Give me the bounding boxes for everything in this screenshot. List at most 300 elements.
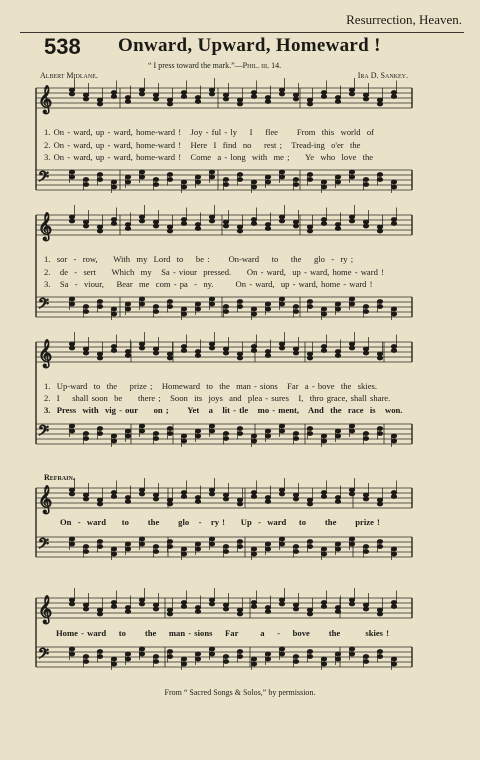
note-head xyxy=(265,547,270,551)
note-head xyxy=(307,178,312,182)
note-head xyxy=(83,305,88,309)
epigraph-text: “ I press toward the mark.”— xyxy=(148,61,243,70)
note-head xyxy=(167,427,172,431)
note-head xyxy=(279,652,284,656)
note-head xyxy=(209,215,214,219)
note-head xyxy=(167,98,172,102)
note-head xyxy=(139,297,144,301)
note-head xyxy=(83,437,88,441)
note-head xyxy=(111,95,116,99)
note-head xyxy=(223,432,228,436)
note-head xyxy=(237,545,242,549)
note-head xyxy=(111,434,116,438)
note-head xyxy=(223,603,228,607)
note-head xyxy=(209,598,214,602)
note-head xyxy=(181,218,186,222)
note-head xyxy=(195,434,200,438)
note-head xyxy=(349,215,354,219)
note-head xyxy=(265,350,270,354)
note-head xyxy=(69,488,74,492)
note-head xyxy=(335,227,340,231)
note-head xyxy=(321,345,326,349)
note-head xyxy=(251,345,256,349)
note-head xyxy=(69,302,74,306)
note-head xyxy=(195,302,200,306)
note-head xyxy=(111,601,116,605)
note-head xyxy=(167,229,172,233)
note-head xyxy=(195,350,200,354)
note-head xyxy=(265,227,270,231)
note-head xyxy=(377,427,382,431)
note-head xyxy=(265,434,270,438)
note-head xyxy=(83,183,88,187)
note-head xyxy=(363,351,368,355)
note-head xyxy=(209,346,214,350)
note-head xyxy=(363,497,368,501)
note-head xyxy=(167,502,172,506)
note-head xyxy=(335,302,340,306)
note-head xyxy=(97,545,102,549)
note-head xyxy=(69,346,74,350)
note-head xyxy=(167,540,172,544)
note-head xyxy=(125,500,130,504)
note-head xyxy=(223,183,228,187)
note-head xyxy=(111,185,116,189)
note-head xyxy=(237,540,242,544)
note-head xyxy=(363,603,368,607)
note-head xyxy=(139,342,144,346)
note-head xyxy=(279,647,284,651)
note-head xyxy=(321,495,326,499)
note-head xyxy=(321,312,326,316)
note-head xyxy=(69,92,74,96)
note-head xyxy=(69,170,74,174)
note-head xyxy=(111,180,116,184)
note-head xyxy=(83,178,88,182)
treble-clef-icon: 𝄞 xyxy=(38,485,53,513)
note-head xyxy=(223,220,228,224)
note-head xyxy=(181,601,186,605)
note-head xyxy=(377,432,382,436)
note-head xyxy=(293,550,298,554)
note-head xyxy=(321,601,326,605)
bass-clef-icon: 𝄢 xyxy=(38,646,49,666)
note-head xyxy=(363,660,368,664)
note-head xyxy=(349,598,354,602)
note-head xyxy=(293,305,298,309)
note-head xyxy=(195,96,200,100)
note-head xyxy=(97,432,102,436)
note-head xyxy=(293,660,298,664)
note-head xyxy=(83,347,88,351)
note-head xyxy=(391,657,396,661)
note-head xyxy=(293,351,298,355)
note-head xyxy=(335,434,340,438)
note-head xyxy=(125,547,130,551)
note-head xyxy=(181,657,186,661)
note-head xyxy=(125,496,130,500)
note-head xyxy=(139,542,144,546)
note-head xyxy=(321,439,326,443)
note-head xyxy=(307,540,312,544)
note-head xyxy=(377,356,382,360)
note-head xyxy=(307,502,312,506)
note-head xyxy=(209,297,214,301)
note-head xyxy=(391,491,396,495)
note-head xyxy=(195,175,200,179)
note-head xyxy=(167,225,172,229)
note-head xyxy=(167,608,172,612)
note-head xyxy=(391,95,396,99)
note-head xyxy=(181,605,186,609)
note-head xyxy=(251,91,256,95)
note-head xyxy=(237,98,242,102)
note-head xyxy=(195,354,200,358)
note-head xyxy=(111,349,116,353)
note-head xyxy=(293,655,298,659)
note-head xyxy=(153,224,158,228)
note-head xyxy=(139,598,144,602)
note-head xyxy=(153,660,158,664)
note-head xyxy=(279,602,284,606)
note-head xyxy=(111,222,116,226)
note-head xyxy=(181,180,186,184)
note-head xyxy=(279,175,284,179)
note-head xyxy=(237,352,242,356)
note-head xyxy=(111,657,116,661)
note-head xyxy=(209,647,214,651)
note-head xyxy=(377,229,382,233)
note-head xyxy=(195,496,200,500)
note-head xyxy=(321,434,326,438)
note-head xyxy=(377,608,382,612)
note-head xyxy=(195,223,200,227)
note-head xyxy=(251,495,256,499)
note-head xyxy=(391,495,396,499)
note-head xyxy=(69,652,74,656)
note-head xyxy=(237,427,242,431)
note-head xyxy=(97,608,102,612)
note-head xyxy=(209,92,214,96)
note-head xyxy=(167,352,172,356)
bass-clef-icon: 𝄢 xyxy=(38,296,49,316)
epigraph-reference: Phil. iii. 14. xyxy=(242,61,282,70)
note-head xyxy=(181,307,186,311)
note-head xyxy=(391,662,396,666)
note-head xyxy=(139,219,144,223)
note-head xyxy=(181,662,186,666)
note-head xyxy=(139,647,144,651)
note-head xyxy=(195,606,200,610)
note-head xyxy=(377,102,382,106)
note-head xyxy=(167,173,172,177)
note-head xyxy=(237,225,242,229)
note-head xyxy=(237,305,242,309)
note-head xyxy=(139,429,144,433)
note-head xyxy=(111,552,116,556)
note-head xyxy=(125,652,130,656)
note-head xyxy=(237,229,242,233)
note-head xyxy=(251,218,256,222)
note-head xyxy=(391,552,396,556)
note-head xyxy=(97,502,102,506)
note-head xyxy=(335,542,340,546)
note-head xyxy=(139,170,144,174)
note-head xyxy=(69,602,74,606)
note-head xyxy=(125,542,130,546)
note-head xyxy=(153,351,158,355)
note-head xyxy=(237,608,242,612)
note-head xyxy=(391,218,396,222)
note-head xyxy=(349,542,354,546)
note-head xyxy=(223,493,228,497)
note-head xyxy=(265,500,270,504)
note-head xyxy=(363,545,368,549)
author-credit: Albert Midlane. xyxy=(40,71,98,80)
note-head xyxy=(139,215,144,219)
note-head xyxy=(321,185,326,189)
note-head xyxy=(349,175,354,179)
note-head xyxy=(125,610,130,614)
note-head xyxy=(363,178,368,182)
note-head xyxy=(167,498,172,502)
note-head xyxy=(209,492,214,496)
note-head xyxy=(265,657,270,661)
note-head xyxy=(139,652,144,656)
note-head xyxy=(111,345,116,349)
note-head xyxy=(293,497,298,501)
note-head xyxy=(153,432,158,436)
note-head xyxy=(125,180,130,184)
note-head xyxy=(279,346,284,350)
note-head xyxy=(209,342,214,346)
note-head xyxy=(349,302,354,306)
note-head xyxy=(195,429,200,433)
note-head xyxy=(237,300,242,304)
note-head xyxy=(167,356,172,360)
note-head xyxy=(181,185,186,189)
note-head xyxy=(321,605,326,609)
note-head xyxy=(97,612,102,616)
note-head xyxy=(153,305,158,309)
note-head xyxy=(307,608,312,612)
note-head xyxy=(139,424,144,428)
note-head xyxy=(335,307,340,311)
note-head xyxy=(307,300,312,304)
note-head xyxy=(97,352,102,356)
note-head xyxy=(153,220,158,224)
lyric-line: On - ward to the glo - ry ! Up - ward to the prize ! xyxy=(60,517,380,527)
note-head xyxy=(279,88,284,92)
note-head xyxy=(97,305,102,309)
note-head xyxy=(125,223,130,227)
note-head xyxy=(363,550,368,554)
note-head xyxy=(307,102,312,106)
note-head xyxy=(265,96,270,100)
note-head xyxy=(83,310,88,314)
note-head xyxy=(111,218,116,222)
note-head xyxy=(167,655,172,659)
note-head xyxy=(153,607,158,611)
note-head xyxy=(181,345,186,349)
note-head xyxy=(335,96,340,100)
note-head xyxy=(307,650,312,654)
note-head xyxy=(321,349,326,353)
note-head xyxy=(181,349,186,353)
note-head xyxy=(279,488,284,492)
note-head xyxy=(363,93,368,97)
note-head xyxy=(69,429,74,433)
note-head xyxy=(349,537,354,541)
note-head xyxy=(363,493,368,497)
note-head xyxy=(363,347,368,351)
note-head xyxy=(349,602,354,606)
note-head xyxy=(363,655,368,659)
note-head xyxy=(167,432,172,436)
note-head xyxy=(195,542,200,546)
note-head xyxy=(83,493,88,497)
note-head xyxy=(349,170,354,174)
note-head xyxy=(349,297,354,301)
note-head xyxy=(69,492,74,496)
note-head xyxy=(391,312,396,316)
note-head xyxy=(335,500,340,504)
note-head xyxy=(125,606,130,610)
note-head xyxy=(209,652,214,656)
note-head xyxy=(181,439,186,443)
note-head xyxy=(223,351,228,355)
note-head xyxy=(83,607,88,611)
note-head xyxy=(265,307,270,311)
note-head xyxy=(349,346,354,350)
note-head xyxy=(209,542,214,546)
note-head xyxy=(237,432,242,436)
lyric-line: 1. sor - row, With my Lord to be : On-ward to the glo - ry ; xyxy=(44,254,354,264)
note-head xyxy=(167,612,172,616)
note-head xyxy=(265,496,270,500)
note-head xyxy=(335,496,340,500)
note-head xyxy=(125,96,130,100)
note-head xyxy=(251,312,256,316)
note-head xyxy=(83,655,88,659)
note-head xyxy=(83,550,88,554)
note-head xyxy=(167,102,172,106)
note-head xyxy=(251,552,256,556)
note-head xyxy=(209,602,214,606)
note-head xyxy=(83,224,88,228)
note-head xyxy=(251,547,256,551)
note-head xyxy=(335,354,340,358)
note-head xyxy=(153,347,158,351)
note-head xyxy=(111,91,116,95)
note-head xyxy=(139,492,144,496)
note-head xyxy=(391,91,396,95)
note-head xyxy=(335,180,340,184)
note-head xyxy=(223,93,228,97)
note-head xyxy=(321,95,326,99)
note-head xyxy=(265,610,270,614)
note-head xyxy=(223,305,228,309)
note-head xyxy=(153,493,158,497)
note-head xyxy=(223,607,228,611)
note-head xyxy=(321,657,326,661)
note-head xyxy=(293,493,298,497)
note-head xyxy=(321,222,326,226)
note-head xyxy=(139,302,144,306)
note-head xyxy=(97,300,102,304)
note-head xyxy=(321,491,326,495)
note-head xyxy=(139,537,144,541)
note-head xyxy=(321,547,326,551)
note-head xyxy=(251,439,256,443)
note-head xyxy=(265,100,270,104)
note-head xyxy=(293,607,298,611)
note-head xyxy=(237,655,242,659)
note-head xyxy=(321,552,326,556)
note-head xyxy=(97,98,102,102)
lyric-line: Home - ward to the man - sions Far a - bove the skies ! xyxy=(56,628,390,638)
note-head xyxy=(69,598,74,602)
note-head xyxy=(139,92,144,96)
permission-note: From “ Sacred Songs & Solos,” by permission. xyxy=(164,688,316,697)
note-head xyxy=(167,650,172,654)
note-head xyxy=(279,219,284,223)
note-head xyxy=(265,542,270,546)
note-head xyxy=(69,215,74,219)
treble-clef-icon: 𝄞 xyxy=(38,339,53,367)
note-head xyxy=(293,432,298,436)
note-head xyxy=(153,545,158,549)
note-head xyxy=(293,220,298,224)
note-head xyxy=(293,347,298,351)
treble-clef-icon: 𝄞 xyxy=(38,212,53,240)
note-head xyxy=(223,497,228,501)
note-head xyxy=(391,222,396,226)
note-head xyxy=(195,652,200,656)
note-head xyxy=(125,429,130,433)
note-head xyxy=(293,224,298,228)
note-head xyxy=(237,178,242,182)
note-head xyxy=(237,650,242,654)
note-head xyxy=(83,545,88,549)
note-head xyxy=(209,302,214,306)
note-head xyxy=(349,88,354,92)
note-head xyxy=(349,219,354,223)
note-head xyxy=(293,437,298,441)
note-head xyxy=(153,437,158,441)
refrain-label: Refrain. xyxy=(44,473,75,482)
note-head xyxy=(195,100,200,104)
lyric-line: 3. On - ward, up - ward, home-ward ! Come a - long with me ; Ye who love the xyxy=(44,152,374,162)
note-head xyxy=(111,605,116,609)
note-head xyxy=(251,434,256,438)
lyric-line: 1. On - ward, up - ward, home-ward ! Joy - ful - ly I flee From this world of xyxy=(44,127,374,137)
note-head xyxy=(181,495,186,499)
note-head xyxy=(307,229,312,233)
note-head xyxy=(83,93,88,97)
note-head xyxy=(377,655,382,659)
note-head xyxy=(377,305,382,309)
note-head xyxy=(139,88,144,92)
section-heading: Resurrection, Heaven. xyxy=(346,12,462,27)
note-head xyxy=(251,180,256,184)
note-head xyxy=(391,185,396,189)
note-head xyxy=(279,92,284,96)
note-head xyxy=(97,356,102,360)
note-head xyxy=(125,302,130,306)
note-head xyxy=(307,98,312,102)
note-head xyxy=(335,175,340,179)
